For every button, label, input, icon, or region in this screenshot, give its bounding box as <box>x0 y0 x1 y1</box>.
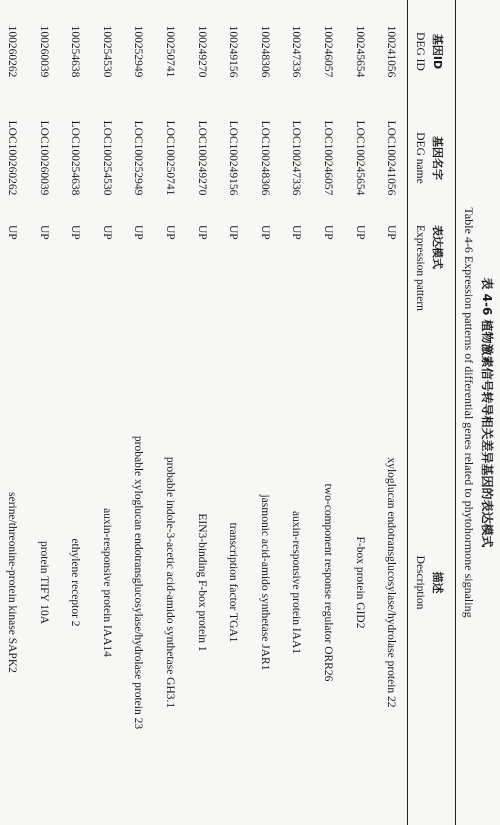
description-cell: two-component response regulator ORR26 <box>322 483 335 682</box>
header-row-chinese <box>429 0 456 825</box>
description-cell: xyloglucan endotransglucosylase/hydrolase protein 22 <box>385 457 398 708</box>
deg-name-cell: LOC100252949 <box>132 120 145 196</box>
deg-id-cell: 100260262 <box>6 25 19 78</box>
deg-name-cell: LOC100246057 <box>322 120 335 196</box>
deg-id-cell: 100254530 <box>100 25 113 78</box>
expression-cell: UP <box>322 225 335 240</box>
table-row <box>249 0 281 825</box>
deg-id-cell: 100250741 <box>164 25 177 78</box>
description-cell: serine/threonine-protein kinase SAPK2 <box>6 492 19 673</box>
deg-name-cell: LOC100247336 <box>290 120 303 196</box>
table-row <box>217 0 249 825</box>
table-row <box>186 0 218 825</box>
deg-id-cell: 100241056 <box>385 25 398 78</box>
table-row <box>123 0 155 825</box>
description-cell: auxin-responsive protein IAA1 <box>290 510 303 655</box>
deg-name-cell: LOC100254638 <box>69 120 82 196</box>
description-cell: ethylene receptor 2 <box>69 538 82 627</box>
expression-cell: UP <box>385 225 398 240</box>
header-gene-id: DEG ID <box>408 0 430 103</box>
deg-id-cell: 100245654 <box>353 25 366 78</box>
deg-name-cell: LOC100245654 <box>353 120 366 196</box>
deg-name-cell: LOC100260039 <box>37 120 50 196</box>
table-row <box>154 0 186 825</box>
table-row <box>312 0 344 825</box>
table-row <box>281 0 313 825</box>
expression-cell: UP <box>227 225 240 240</box>
table-caption-chinese: 表 4-6 植物激素信号转导相关差异基因的表达模式 <box>480 277 494 548</box>
description-cell: F-box protein GID2 <box>353 536 366 629</box>
table-row <box>0 0 28 825</box>
description-cell: EIN3-binding F-box protein 1 <box>195 513 208 652</box>
expression-cell: UP <box>353 225 366 240</box>
description-cell: auxin-responsive protein IAA14 <box>100 508 113 657</box>
description-cell: jasmonic acid-amido synthetase JAR1 <box>258 494 271 671</box>
expression-cell: UP <box>132 225 145 240</box>
deg-id-cell: 100249270 <box>195 25 208 78</box>
expression-cell: UP <box>6 225 19 240</box>
deg-id-cell: 100254638 <box>69 25 82 78</box>
table-row <box>28 0 60 825</box>
header-description: Description <box>408 340 430 825</box>
table-row <box>91 0 123 825</box>
deg-name-cell: LOC100250741 <box>164 120 177 196</box>
expression-cell: UP <box>195 225 208 240</box>
header-row-english <box>408 0 430 825</box>
table-caption-english: Table 4-6 Expression patterns of differential genes related to phytohormone signaling <box>462 207 476 618</box>
header-gene-name: DEG name <box>408 103 430 213</box>
deg-name-cell: LOC100248306 <box>258 120 271 196</box>
table-row <box>375 0 407 825</box>
header-expression: Expression pattern <box>408 213 430 340</box>
deg-id-cell: 100246057 <box>322 25 335 78</box>
description-cell: transcription factor TGA1 <box>227 522 240 643</box>
deg-name-cell: LOC100241056 <box>385 120 398 196</box>
description-cell: protein TIFY 10A <box>37 540 50 625</box>
deg-name-cell: LOC100260262 <box>6 120 19 196</box>
expression-cell: UP <box>164 225 177 240</box>
header-gene-id-cn: 基因ID <box>429 0 456 103</box>
expression-cell: UP <box>290 225 303 240</box>
header-description-cn: 描述 <box>429 340 456 825</box>
expression-cell: UP <box>258 225 271 240</box>
description-cell: probable xyloglucan endotransglucosylase/hydrolase protein 23 <box>132 435 145 730</box>
table-row <box>344 0 376 825</box>
deg-name-cell: LOC100254530 <box>100 120 113 196</box>
description-cell: probable indole-3-acetic acid-amido synthetase GH3.1 <box>164 456 177 709</box>
deg-name-cell: LOC100249270 <box>195 120 208 196</box>
deg-id-cell: 100249156 <box>227 25 240 78</box>
deg-id-cell: 100247336 <box>290 25 303 78</box>
expression-cell: UP <box>69 225 82 240</box>
expression-cell: UP <box>37 225 50 240</box>
header-gene-name-cn: 基因名字 <box>429 103 456 213</box>
deg-id-cell: 100252949 <box>132 25 145 78</box>
expression-cell: UP <box>100 225 113 240</box>
header-expression-cn: 表达模式 <box>429 213 456 340</box>
deg-id-cell: 100260039 <box>37 25 50 78</box>
table-row <box>59 0 91 825</box>
deg-name-cell: LOC100249156 <box>227 120 240 196</box>
deg-id-cell: 100248306 <box>258 25 271 78</box>
